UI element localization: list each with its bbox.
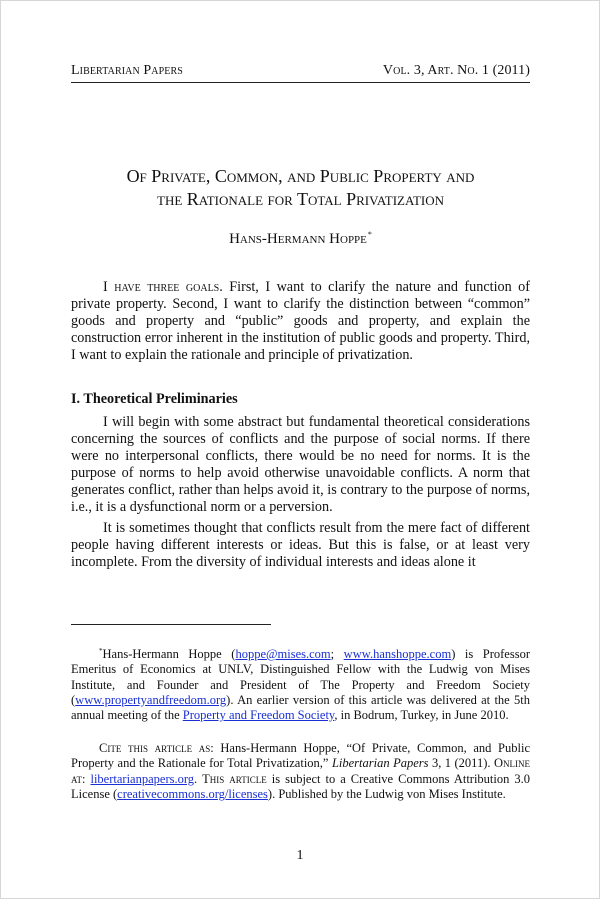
abstract [71, 279, 530, 364]
footnote-divider [71, 624, 271, 625]
author-name: Hans-Hermann Hoppe [229, 231, 367, 247]
cite-label: Cite this article as: [99, 741, 214, 755]
author-footnote [71, 644, 530, 723]
footnote-text: ) is Professor Emeritus of Economics at UNLV, Distinguished Fellow with the Ludwig von Mises Institute, and Founder and President of The Property and Freedom Society ( [71, 647, 530, 707]
section-body [71, 414, 530, 571]
online-label: Online at: [71, 756, 530, 786]
journal-italic: Libertarian Papers [331, 756, 429, 771]
title-line-1: Of Private, Common, and Public Property and [126, 166, 475, 186]
volume-info: Vol. 3, Art. No. 1 (2011) [382, 63, 530, 78]
footnote-text: ; [330, 647, 344, 661]
running-header [71, 63, 530, 83]
abstract-text: First, I want to clarify the nature and function of private property. Second, I want to clarify the distinction between “common” goods and property and “public” goods and property, and explain the construction error inherent in the institution of public goods and property. Third, I want to explain the rationale and principle of privatization. [71, 279, 531, 363]
abstract-lead: I have three goals. [103, 279, 223, 295]
citation-text: Hans-Hermann Hoppe, “Of Private, Common, and Public Property and the Rationale for Total Privatization,” [71, 741, 531, 771]
citation-text: ). Published by the Ludwig von Mises Institute. [267, 786, 506, 801]
homepage-link[interactable]: www.hanshoppe.com [343, 647, 452, 661]
article-title [71, 165, 530, 211]
pfs-link[interactable]: Property and Freedom Society [182, 708, 335, 723]
footnote-text: Hans-Hermann Hoppe ( [102, 647, 236, 661]
title-line-2: the Rationale for Total Privatization [157, 189, 444, 209]
libertarianpapers-link[interactable]: libertarianpapers.org [90, 771, 195, 786]
page-number: 1 [296, 848, 304, 863]
author-footnote-paragraph [71, 644, 530, 723]
author-footnote-mark[interactable]: * [367, 230, 372, 239]
footnote-mark: * [99, 647, 103, 655]
footnote-text: ). An earlier version of this article was delivered at the 5th annual meeting of the [71, 692, 530, 723]
body-paragraph-2: It is sometimes thought that conflicts result from the mere fact of different people having different interests or ideas. But this is false, or at least very incomplete. From the diversity of individual interests and ideas alone it [71, 520, 530, 571]
creative-commons-link[interactable]: creativecommons.org/licenses [117, 786, 268, 801]
email-link[interactable]: hoppe@mises.com [235, 647, 331, 661]
section-heading: I. Theoretical Preliminaries [71, 391, 238, 407]
footnote-text: , in Bodrum, Turkey, in June 2010. [334, 708, 509, 723]
pfs-url-link[interactable]: www.propertyandfreedom.org [75, 692, 227, 707]
author-line [71, 230, 530, 248]
license-label: This article [202, 771, 267, 786]
citation-text: is subject to a Creative Commons Attribution 3.0 License ( [71, 771, 530, 801]
citation-paragraph [71, 741, 530, 802]
citation-text: . [194, 771, 203, 786]
journal-name: Libertarian Papers [71, 63, 183, 78]
body-paragraph-1: I will begin with some abstract but fundamental theoretical considerations concerning the sources of conflicts and the purpose of social norms. If there were no interpersonal conflicts, there would be no need for norms. It is the purpose of norms to help avoid otherwise unavoidable conflicts. A norm that generates conflict, rather than helps avoid it, is contrary to the purpose of norms, i.e., it is a dysfunctional norm or a perversion. [71, 414, 530, 515]
citation-note [71, 741, 530, 802]
citation-text: 3, 1 (2011). [428, 756, 494, 771]
abstract-paragraph [71, 279, 530, 364]
